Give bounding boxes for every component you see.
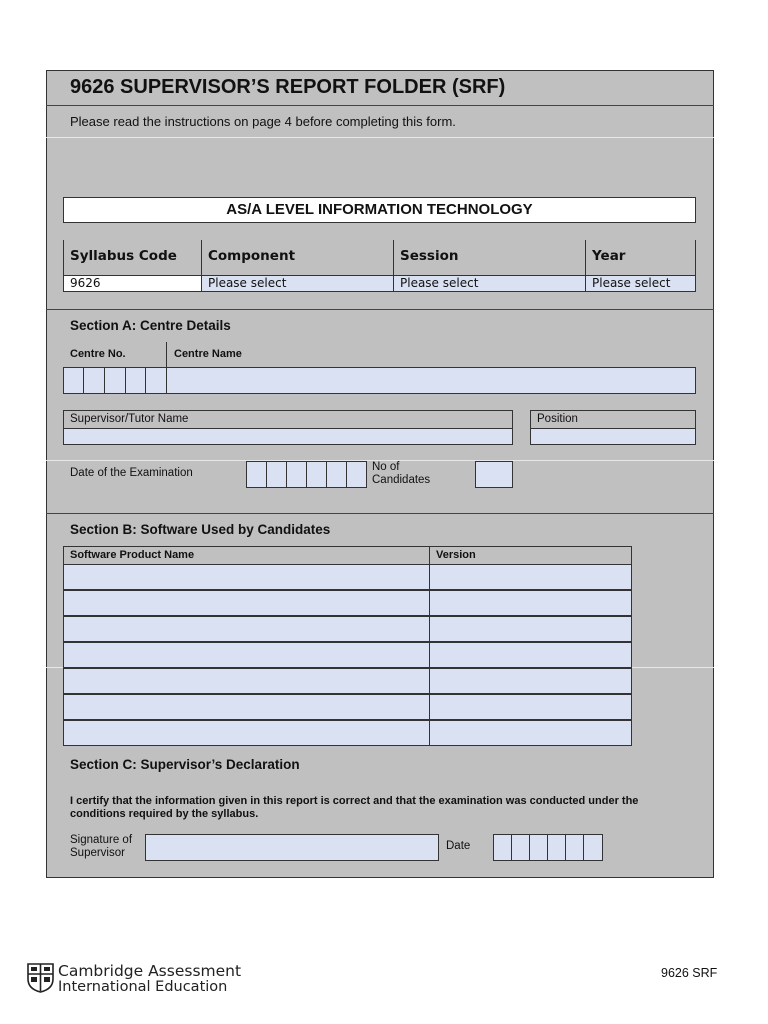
software-product-input[interactable]: [63, 720, 430, 746]
position-input[interactable]: [530, 428, 696, 445]
signature-label-line2: Supervisor: [70, 847, 125, 859]
exam-date-digit-5[interactable]: [326, 461, 347, 488]
section-b-heading: Section B: Software Used by Candidates: [70, 522, 331, 537]
header-syllabus-code: Syllabus Code: [70, 248, 177, 264]
candidates-label-line2: Candidates: [372, 474, 431, 486]
divider: [46, 105, 714, 106]
centre-no-digit-1[interactable]: [63, 367, 84, 394]
divider: [166, 342, 167, 368]
syllabus-code-value: 9626: [63, 275, 202, 292]
position-group: [530, 410, 696, 445]
exam-date-digit-6[interactable]: [346, 461, 367, 488]
section-c-heading: Section C: Supervisor’s Declaration: [70, 757, 300, 772]
signature-label-line1: Signature of: [70, 834, 133, 846]
date-digit-2[interactable]: [511, 834, 530, 861]
software-product-input[interactable]: [63, 590, 430, 616]
header-session: Session: [400, 248, 459, 264]
supervisor-name-input[interactable]: [63, 428, 513, 445]
candidates-label-line1: No of: [372, 461, 400, 473]
candidates-count-input[interactable]: [475, 461, 513, 488]
centre-no-digit-4[interactable]: [125, 367, 146, 394]
cambridge-shield-icon: [27, 963, 54, 993]
footer-code: 9626 SRF: [661, 966, 718, 980]
col-software-product: Software Product Name: [70, 549, 195, 561]
session-select[interactable]: Please select: [393, 275, 586, 292]
software-product-input[interactable]: [63, 564, 430, 590]
header-component: Component: [208, 248, 296, 264]
centre-no-digit-5[interactable]: [145, 367, 167, 394]
declaration-text: I certify that the information given in this report is correct and that the examination was conducted under the conditions required by the syllabus.: [70, 795, 639, 820]
supervisor-name-label: Supervisor/Tutor Name: [70, 413, 189, 425]
subject-banner: AS/A LEVEL INFORMATION TECHNOLOGY: [63, 197, 696, 223]
exam-date-digit-4[interactable]: [306, 461, 327, 488]
divider: [46, 137, 714, 138]
signature-label: [70, 834, 132, 860]
software-product-input[interactable]: [63, 616, 430, 642]
exam-date-digit-1[interactable]: [246, 461, 267, 488]
software-product-input[interactable]: [63, 642, 430, 668]
divider: [46, 309, 714, 310]
date-digit-5[interactable]: [565, 834, 584, 861]
header-year: Year: [592, 248, 626, 264]
divider: [46, 513, 714, 514]
date-digit-3[interactable]: [529, 834, 548, 861]
software-version-input[interactable]: [429, 590, 632, 616]
centre-no-digit-2[interactable]: [83, 367, 105, 394]
section-a-heading: Section A: Centre Details: [70, 318, 231, 333]
date-digit-6[interactable]: [583, 834, 603, 861]
software-version-input[interactable]: [429, 668, 632, 694]
syllabus-table: [63, 240, 696, 292]
supervisor-name-group: [63, 410, 513, 445]
form-title: 9626 SUPERVISOR’S REPORT FOLDER (SRF): [70, 76, 506, 98]
signature-input[interactable]: [145, 834, 439, 861]
position-label: Position: [537, 413, 578, 425]
centre-no-label: Centre No.: [70, 348, 126, 360]
exam-date-label: Date of the Examination: [70, 467, 193, 479]
component-select[interactable]: Please select: [201, 275, 394, 292]
software-version-input[interactable]: [429, 694, 632, 720]
centre-name-label: Centre Name: [174, 348, 242, 360]
exam-date-digit-3[interactable]: [286, 461, 307, 488]
logo-text-line2: International Education: [58, 979, 228, 995]
software-product-input[interactable]: [63, 694, 430, 720]
software-version-input[interactable]: [429, 616, 632, 642]
exam-date-digit-2[interactable]: [266, 461, 287, 488]
date-digit-4[interactable]: [547, 834, 566, 861]
logo-text-line1: Cambridge Assessment: [58, 962, 242, 980]
year-select[interactable]: Please select: [585, 275, 696, 292]
candidates-label: [372, 461, 430, 487]
date-label: Date: [446, 840, 471, 852]
software-version-input[interactable]: [429, 642, 632, 668]
date-digit-1[interactable]: [493, 834, 512, 861]
software-product-input[interactable]: [63, 668, 430, 694]
col-version: Version: [436, 549, 476, 561]
instruction-text: Please read the instructions on page 4 before completing this form.: [70, 114, 456, 129]
centre-no-digit-3[interactable]: [104, 367, 126, 394]
software-table: [63, 546, 632, 746]
software-version-input[interactable]: [429, 564, 632, 590]
centre-name-input[interactable]: [166, 367, 696, 394]
software-version-input[interactable]: [429, 720, 632, 746]
